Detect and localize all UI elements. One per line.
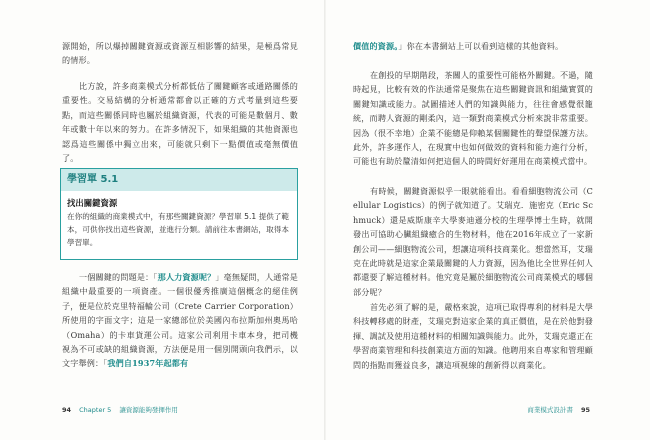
worksheet-subtitle: 找出關鍵資源 (67, 198, 118, 208)
paragraph-text: 一個關鍵的問題是：「 (79, 272, 158, 282)
footer-left (62, 405, 184, 414)
early-stage-paragraph: 在創投的早期階段，茶關人的重要性可能格外關鍵。不過，隨時起見，比較有效的作法通常是聚焦在這些關鍵資訊和組織實質的關鍵知識或能力。試圖描述人們的知識與能力，往往會感覺很籠統，而聘人資源的剛柔內，這一類對商業模式分析來說非常重要。因為（很不幸地）企業不能總是仰賴某個關鍵性的聲望保護方法。此外，許多運作人，在現實中也如何做效的資料和能力進行分析，可能也有助於釐清如何把這個人的時間好好運用在商業模式當中。 (353, 70, 593, 167)
worksheet-box (60, 168, 298, 260)
paragraph-text: 」你在本書網站上可以看到這樣的其他資料。 (398, 41, 564, 51)
paragraph-text: 」毫無疑問，人通常是組織中最重要的一項資產。一個很優秀推廣這個概念的絕佳例子，便是位於克里特福輪公司（Crete Carrier Corporation）所使用的字面文字；這是一家總部位於美國內布拉斯加州奧馬哈（Omaha）的卡車貨運公司。這家公司利用卡車本身，把司機視為不可或缺的組織資源，方法便是用一個別開頭向我們示，以文字舉例：「 (62, 272, 298, 369)
highlight-text: 價值的資源。 (353, 41, 399, 51)
worksheet-title: 學習單 5.1 (61, 169, 297, 191)
chapter-title: 讓資源能夠發揮作用 (119, 406, 178, 414)
page-number: 95 (580, 406, 590, 414)
analysis-paragraph: 比方說，許多商業模式分析都低估了關鍵顧客或通路關係的重要性。交易結構的分析通常都會以正確的方式考量到這些要點，而這些關係同時也屬於組織資源，代表的可能是數個月、數年或數十年以來的努力。在許多情況下，如果組織的其他資源也認爲這些關係中獨立出來，可能就只剩下一點價值或毫無價值了。 (62, 81, 298, 164)
page-number: 94 (62, 406, 72, 414)
highlight-text: 我們自1937年起都有 (107, 358, 189, 369)
right-page (325, 0, 650, 440)
highlight-text: 那人力資源呢？ (157, 272, 216, 282)
footer-right (521, 405, 590, 414)
cellular-logistics-paragraph: 有時候，關鍵資源似乎一眼就能看出。看看細胞物流公司（Cellular Logistics）的例子就知道了。艾瑞克．施密克（Eric Schmuck）還是威斯康辛大學麥迪遜分校的生理學博士生時，就開發出可協助心臟組織癒合的生物材料，他在2016年成立了一家新創公司——細胞物流公司，想讓這項科技商業化。想當然耳，艾瑞克在此時就是這家企業最關鍵的人力資源，因為他比全世界任何人都還要了解這種材料。他究竟是屬於細胞物流公司商業模式的哪個部分呢？ (353, 186, 593, 297)
continued-paragraph (353, 39, 593, 53)
first-understand-paragraph: 首先必須了解的是，嚴格來說，這項已取得專利的材料是大學科技轉移處的財產，艾瑞克對這家企業的真正價值，是在於他對發揮、調試及使用這種材料的相關知識與能力。此外，艾瑞克還正在學習商業管理和科技創業這方面的知識。他聘用來自專家和管理顧問的指點而獲益良多，讓這項視線的創新得以商業化。 (353, 302, 593, 370)
worksheet-body: 在你的組織的商業模式中，有那些關鍵資源？學習單 5.1 提供了範本，可供你找出這些資源，並進行分類。請前往本書網站，取得本學習單。 (67, 212, 289, 247)
intro-paragraph: 源開始，所以爆掉關鍵資源或資源互相影響的結果，是極爲常見的情形。 (62, 41, 298, 66)
book-title: 商業模式設計書 (527, 406, 573, 414)
chapter-label: Chapter 5 (79, 406, 112, 414)
human-resources-paragraph (62, 270, 298, 371)
